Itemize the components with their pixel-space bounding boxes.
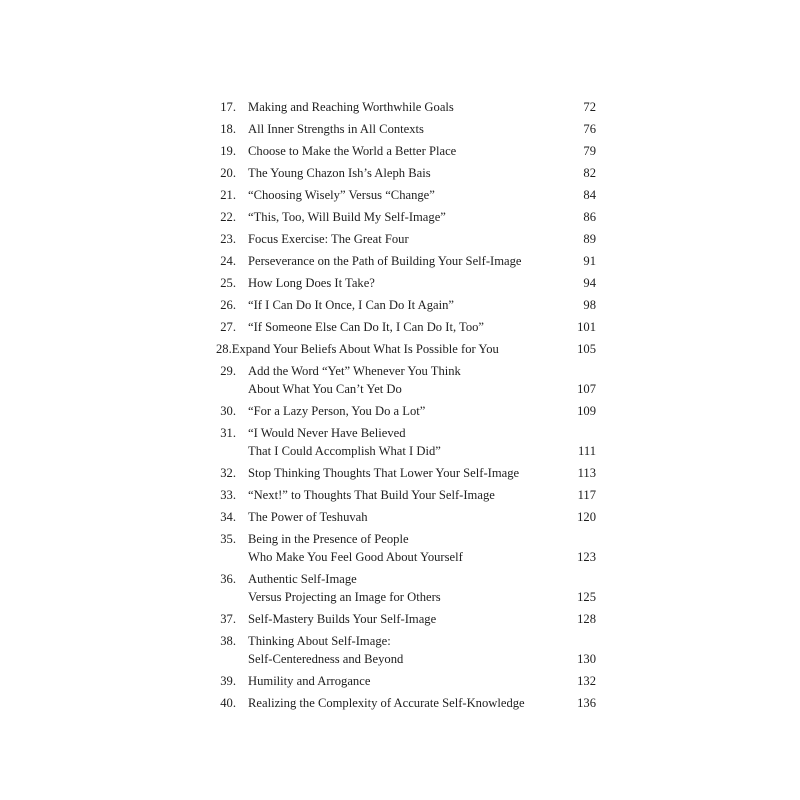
toc-entry-title-line: Versus Projecting an Image for Others: [248, 590, 441, 604]
toc-entry-page-number: 91: [583, 254, 596, 268]
toc-entry-title-line: Perseverance on the Path of Building Your Self-Image: [248, 254, 522, 268]
toc-entry-title-text: Expand Your Beliefs About What Is Possible for You: [231, 342, 499, 356]
toc-entry-title: [248, 98, 548, 116]
toc-entry-page-number: 107: [577, 382, 596, 396]
toc-entry-page-number: 86: [583, 210, 596, 224]
toc-entry: [212, 530, 600, 570]
toc-entry-number: 24.: [220, 254, 236, 268]
toc-entry-number: 28.: [216, 342, 232, 356]
toc-entry-number: 22.: [220, 210, 236, 224]
toc-entry-number: 39.: [220, 674, 236, 688]
toc-entry-title-line: Authentic Self-Image: [248, 572, 357, 586]
toc-entry-title: [248, 230, 548, 248]
toc-entry-number: 31.: [220, 426, 236, 440]
toc-entry-title-line: Making and Reaching Worthwhile Goals: [248, 100, 454, 114]
toc-entry-number: 35.: [220, 532, 236, 546]
toc-entry-number: 29.: [220, 364, 236, 378]
toc-entry: [212, 208, 600, 230]
toc-entry-title-line: Realizing the Complexity of Accurate Self-Knowledge: [248, 696, 525, 710]
toc-entry-number: 17.: [220, 100, 236, 114]
toc-entry-page-number: 72: [583, 100, 596, 114]
toc-entry: [212, 424, 600, 464]
toc-entry-title-line: “Choosing Wisely” Versus “Change”: [248, 188, 435, 202]
toc-entry-title-line: Who Make You Feel Good About Yourself: [248, 550, 463, 564]
toc-entry-title-line: Being in the Presence of People: [248, 532, 409, 546]
toc-entry-title: [248, 694, 548, 712]
toc-entry-title-line: Add the Word “Yet” Whenever You Think: [248, 364, 461, 378]
toc-entry-page-number: 94: [583, 276, 596, 290]
toc-entry-page-number: 98: [583, 298, 596, 312]
toc-entry-page-number: 84: [583, 188, 596, 202]
toc-entry-page-number: 136: [577, 696, 596, 710]
toc-entry-title-line: All Inner Strengths in All Contexts: [248, 122, 424, 136]
toc-entry-title-line: Choose to Make the World a Better Place: [248, 144, 457, 158]
toc-entry-page-number: 105: [577, 342, 596, 356]
toc-entry-title: [248, 274, 548, 292]
toc-entry-title: [248, 120, 548, 138]
toc-entry: [212, 672, 600, 694]
toc-entry-title: [248, 296, 548, 314]
toc-entry-number: 36.: [220, 572, 236, 586]
toc-entry-number: 23.: [220, 232, 236, 246]
toc-entry-page-number: 128: [577, 612, 596, 626]
toc-entry-number: 18.: [220, 122, 236, 136]
toc-entry-number: 32.: [220, 466, 236, 480]
toc-entry-title: [248, 530, 548, 566]
toc-entry-page-number: 101: [577, 320, 596, 334]
toc-entry-title-line: “This, Too, Will Build My Self-Image”: [248, 210, 446, 224]
toc-entry: [212, 362, 600, 402]
toc-entry-number: 40.: [220, 696, 236, 710]
toc-entry-title-line: “I Would Never Have Believed: [248, 426, 406, 440]
toc-entry: [212, 570, 600, 610]
toc-entry: [212, 464, 600, 486]
toc-entry-title-line: The Power of Teshuvah: [248, 510, 368, 524]
toc-entry-title: [216, 340, 516, 358]
toc-entry-number: 19.: [220, 144, 236, 158]
toc-entry-title-line: Self-Mastery Builds Your Self-Image: [248, 612, 437, 626]
toc-entry-title: [248, 164, 548, 182]
toc-entry: [212, 142, 600, 164]
toc-entry: [212, 610, 600, 632]
toc-entry-title-line: “If Someone Else Can Do It, I Can Do It, Too”: [248, 320, 485, 334]
toc-entry: [212, 252, 600, 274]
toc-entry-title-line: That I Could Accomplish What I Did”: [248, 444, 441, 458]
toc-entry: [212, 120, 600, 142]
toc-entry-page-number: 132: [577, 674, 596, 688]
toc-entry: [212, 296, 600, 318]
toc-entry-page-number: 113: [577, 466, 596, 480]
toc-entry-title: [248, 252, 548, 270]
toc-entry: [212, 508, 600, 530]
toc-entry: [212, 632, 600, 672]
toc-entry-title-line: About What You Can’t Yet Do: [248, 382, 402, 396]
toc-entry-number: 26.: [220, 298, 236, 312]
toc-entry-title: [248, 610, 548, 628]
toc-entry-number: 20.: [220, 166, 236, 180]
toc-entry: [212, 694, 600, 716]
toc-entry-number: 21.: [220, 188, 236, 202]
toc-entry-title: [248, 424, 548, 460]
toc-entry: [212, 402, 600, 424]
toc-entry-title: [248, 632, 548, 668]
toc-entry-page-number: 79: [583, 144, 596, 158]
toc-entry-title: [248, 486, 548, 504]
toc-entry-title-line: Focus Exercise: The Great Four: [248, 232, 409, 246]
toc-entry-title: [248, 508, 548, 526]
toc-entry-title: [248, 464, 548, 482]
toc-entry-title-line: “Next!” to Thoughts That Build Your Self-Image: [248, 488, 495, 502]
toc-entry-page-number: 82: [583, 166, 596, 180]
toc-entry-number: 33.: [220, 488, 236, 502]
toc-entry-number: 34.: [220, 510, 236, 524]
toc-entry-number: 30.: [220, 404, 236, 418]
toc-entry-title: [248, 318, 548, 336]
toc-entry-page-number: 125: [577, 590, 596, 604]
toc-entry: [212, 98, 600, 120]
toc-entry-title-line: “For a Lazy Person, You Do a Lot”: [248, 404, 426, 418]
toc-entry-title-line: The Young Chazon Ish’s Aleph Bais: [248, 166, 431, 180]
toc-entry: [212, 274, 600, 296]
toc-entry-title: [248, 142, 548, 160]
toc-entry-title-line: Humility and Arrogance: [248, 674, 371, 688]
toc-entry-number: 38.: [220, 634, 236, 648]
toc-entry-title: [248, 402, 548, 420]
toc-entry: [212, 164, 600, 186]
toc-entry: [212, 230, 600, 252]
toc-entry-title-line: “If I Can Do It Once, I Can Do It Again”: [248, 298, 454, 312]
toc-entry-title: [248, 186, 548, 204]
toc-entry-page-number: 111: [578, 444, 596, 458]
toc-entry: [212, 340, 600, 362]
toc-entry-title: [248, 208, 548, 226]
toc-entry-title: [248, 362, 548, 398]
toc-entry-title-line: How Long Does It Take?: [248, 276, 375, 290]
toc-entry-title-line: [216, 340, 516, 358]
toc-entry-page-number: 117: [577, 488, 596, 502]
toc-entry-title: [248, 570, 548, 606]
toc-entry-page-number: 89: [583, 232, 596, 246]
toc-entry-page-number: 130: [577, 652, 596, 666]
toc-entry-title-line: Stop Thinking Thoughts That Lower Your Self-Image: [248, 466, 520, 480]
toc-entry: [212, 186, 600, 208]
toc-entry-number: 27.: [220, 320, 236, 334]
toc-entry: [212, 486, 600, 508]
toc-entry-page-number: 109: [577, 404, 596, 418]
toc-entry-title: [248, 672, 548, 690]
toc-entry-page-number: 123: [577, 550, 596, 564]
toc-entry: [212, 318, 600, 340]
toc-entry-number: 25.: [220, 276, 236, 290]
toc-entry-title-line: Thinking About Self-Image:: [248, 634, 391, 648]
toc-entry-page-number: 120: [577, 510, 596, 524]
toc-entry-page-number: 76: [583, 122, 596, 136]
toc-entry-number: 37.: [220, 612, 236, 626]
toc-entry-title-line: Self-Centeredness and Beyond: [248, 652, 404, 666]
table-of-contents: [212, 98, 600, 716]
